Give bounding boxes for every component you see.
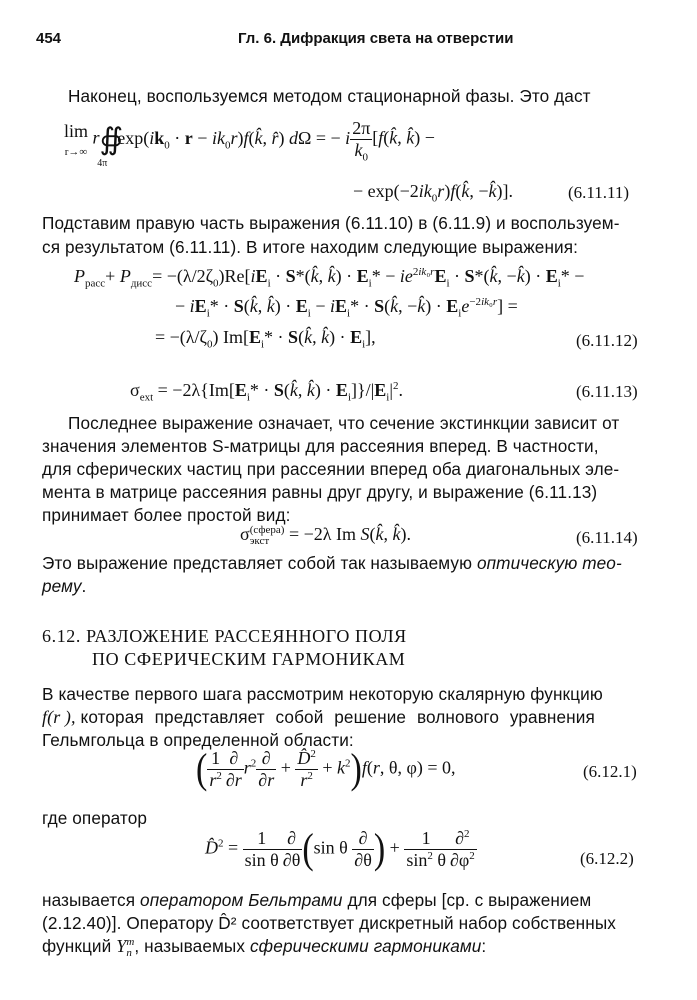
paragraph-line: Это выражение представляет собой так называемую оптическую тео-: [42, 553, 622, 573]
equation-6-12-2: D̂$^2$ = $\frac{1}{\text{sin θ}}$ $\frac{\partial}{\partial\theta}$ (sin θ $\frac{\partial}{\partial\theta}$ ) + $\frac{1}{\sin^2 \theta}$ $\frac{\partial^2}{\partial\varphi^2}$: [205, 825, 475, 872]
equation-number: (6.11.13): [576, 382, 638, 401]
paragraph-line: Последнее выражение означает, что сечение экстинкции зависит от: [68, 413, 620, 433]
paragraph-line: мента в матрице рассеяния равны друг другу, и выражение (6.11.13): [42, 482, 598, 502]
section-heading: ПО СФЕРИЧЕСКИМ ГАРМОНИКАМ: [92, 649, 406, 669]
paragraph-line: рему.: [42, 576, 87, 596]
paragraph-line: Подставим правую часть выражения (6.11.10) в (6.11.9) и воспользуем-: [42, 213, 620, 233]
equation-number: (6.11.14): [576, 528, 638, 547]
section-heading: 6.12. РАЗЛОЖЕНИЕ РАССЕЯННОГО ПОЛЯ: [42, 626, 407, 646]
equation-number: (6.12.2): [580, 849, 634, 868]
paragraph-line: называется оператором Бельтрами для сферы [ср. с выражением: [42, 890, 592, 910]
paragraph-line: где оператор: [42, 808, 148, 828]
paragraph-line: для сферических частиц при рассеянии вперед оба диагональных эле-: [42, 459, 620, 479]
equation-6-11-11-line1: lim r→∞ $r∯_{4\pi}\exp(ik_0 \cdot r$ − $ik_0r)f(k̂$, r̂) dΩ = − i $\frac{2\pi}{k_0}$ [f(k̂, k̂) −: [64, 118, 435, 169]
equation-number: (6.11.11): [568, 183, 630, 202]
equation-6-12-1: ( $\frac{1}{r^2}$ $\frac{\partial}{\partial r}$ $r^2$ $\frac{\partial}{\partial r}$ + $\frac{D̂^2}{r^2}$ + $k^2)f(r$, θ, φ) = 0,: [196, 745, 456, 792]
equation-6-11-13: $\sigma_{ext} = -2\lambda\{Im[E_i*$ · S(k̂, k̂) · $E_i]\}/|E_i|^2$.: [130, 380, 403, 404]
equation-6-11-11-line2: − $\exp(-2ik_0r)f(k̂$, −k̂)].: [353, 181, 513, 205]
equation-6-11-12-line3: = $-(\lambda/\zeta_0) Im[E_i*$ · S(k̂, k̂) · $E_i$],: [155, 327, 376, 351]
paragraph-line: принимает более простой вид:: [42, 505, 291, 525]
paragraph-line: Гельмгольца в определенной области:: [42, 730, 354, 750]
running-title: Гл. 6. Дифракция света на отверстии: [238, 30, 514, 47]
equation-number: (6.12.1): [583, 762, 637, 781]
paragraph-line: (2.12.40)]. Оператору D̂² соответствует дискретный набор собственных: [42, 913, 616, 933]
paragraph-line: В качестве первого шага рассмотрим некоторую скалярную функцию: [42, 684, 603, 704]
equation-6-11-12-line1: $P_{расс}+ P_{дисс}= -(\lambda/2\zeta_0)Re[iE_i$ · S*(k̂, k̂) · $E_i* - ie^{2ik_0r}E_i$ · S*(k̂, −k̂) · $E_i*$ −: [74, 266, 585, 290]
paragraph-line: функций Ym n , называемых сферическими гармониками:: [42, 935, 487, 959]
paragraph-line: значения элементов S-матрицы для рассеяния вперед. В частности,: [42, 436, 599, 456]
paragraph-line: Наконец, воспользуемся методом стационарной фазы. Это даст: [68, 86, 591, 106]
equation-6-11-14: σ(сфера) экст = −2λ Im S(k̂, k̂).: [240, 523, 411, 547]
equation-6-11-12-line2: − $iE_i*$ · S(k̂, k̂) · $E_i - iE_i*$ · S(k̂, −k̂) · $E_ie^{-2ik_0r}$] =: [175, 296, 518, 320]
paragraph-line: ся результатом (6.11.11). В итоге находим следующие выражения:: [42, 237, 579, 257]
equation-number: (6.11.12): [576, 331, 638, 350]
page-number: 454: [36, 30, 62, 47]
paragraph-line: f(r ), которая представляет собой решение волнового уравнения: [42, 707, 595, 727]
